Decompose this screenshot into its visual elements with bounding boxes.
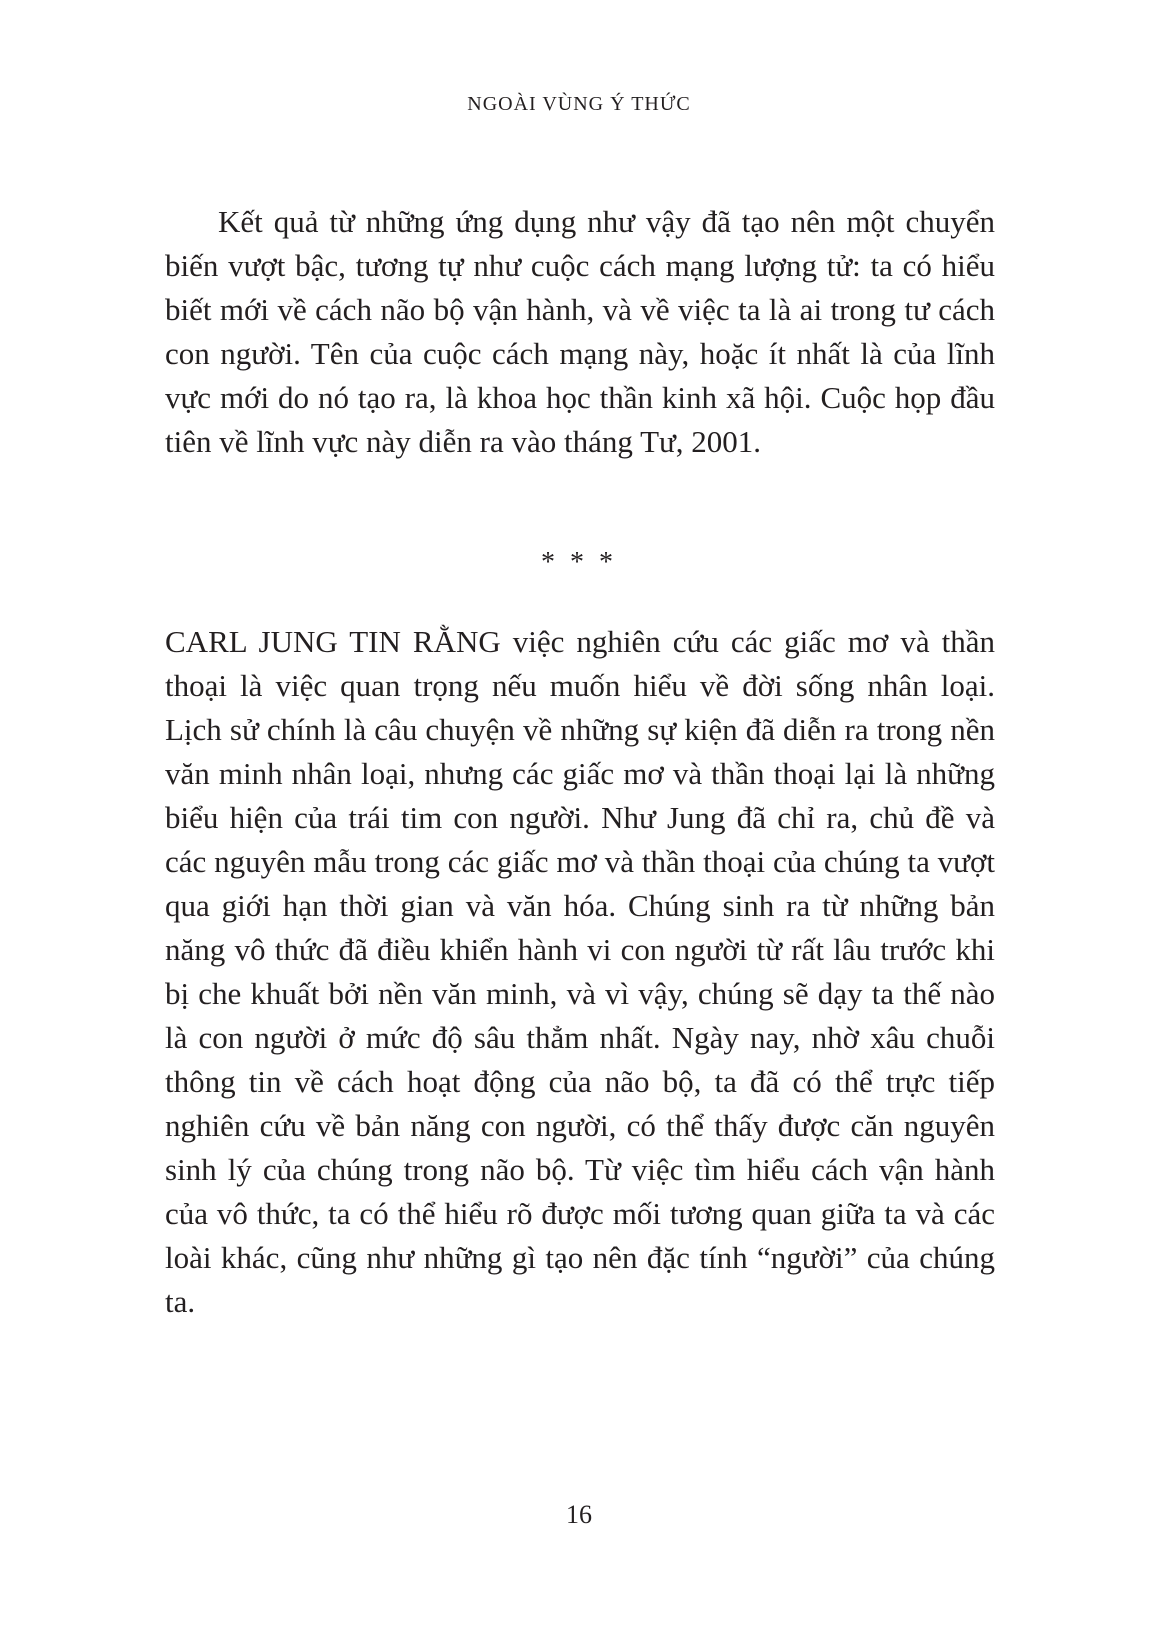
scene-break: * * * — [541, 547, 617, 578]
page-number: 16 — [566, 1500, 592, 1529]
paragraph-2 — [165, 620, 995, 1324]
paragraph-2-body: việc nghiên cứu các giấc mơ và thần thoại là việc quan trọng nếu muốn hiểu về đời sống nhân loại. Lịch sử chính là câu chuyện về những sự kiện đã diễn ra trong nền văn minh nhân loại, nhưng các giấc mơ và thần thoại lại là những biểu hiện của trái tim con người. Như Jung đã chỉ ra, chủ đề và các nguyên mẫu trong các giấc mơ và thần thoại của chúng ta vượt qua giới hạn thời gian và văn hóa. Chúng sinh ra từ những bản năng vô thức đã điều khiển hành vi con người từ rất lâu trước khi bị che khuất bởi nền văn minh, và vì vậy, chúng sẽ dạy ta thế nào là con người ở mức độ sâu thẳm nhất. Ngày nay, nhờ xâu chuỗi thông tin về cách hoạt động của não bộ, ta đã có thể trực tiếp nghiên cứu về bản năng con người, có thể thấy được căn nguyên sinh lý của chúng trong não bộ. Từ việc tìm hiểu cách vận hành của vô thức, ta có thể hiểu rõ được mối tương quan giữa ta và các loài khác, cũng như những gì tạo nên đặc tính “người” của chúng ta. — [165, 624, 995, 1319]
paragraph-2-lead-in: CARL JUNG TIN RẰNG — [165, 624, 501, 659]
running-head: NGOÀI VÙNG Ý THỨC — [467, 93, 691, 115]
paragraph-1: Kết quả từ những ứng dụng như vậy đã tạo nên một chuyển biến vượt bậc, tương tự như cuộc cách mạng lượng tử: ta có hiểu biết mới về cách não bộ vận hành, và về việc ta là ai trong tư cách con người. Tên của cuộc cách mạng này, hoặc ít nhất là của lĩnh vực mới do nó tạo ra, là khoa học thần kinh xã hội. Cuộc họp đầu tiên về lĩnh vực này diễn ra vào tháng Tư, 2001. — [165, 204, 995, 459]
